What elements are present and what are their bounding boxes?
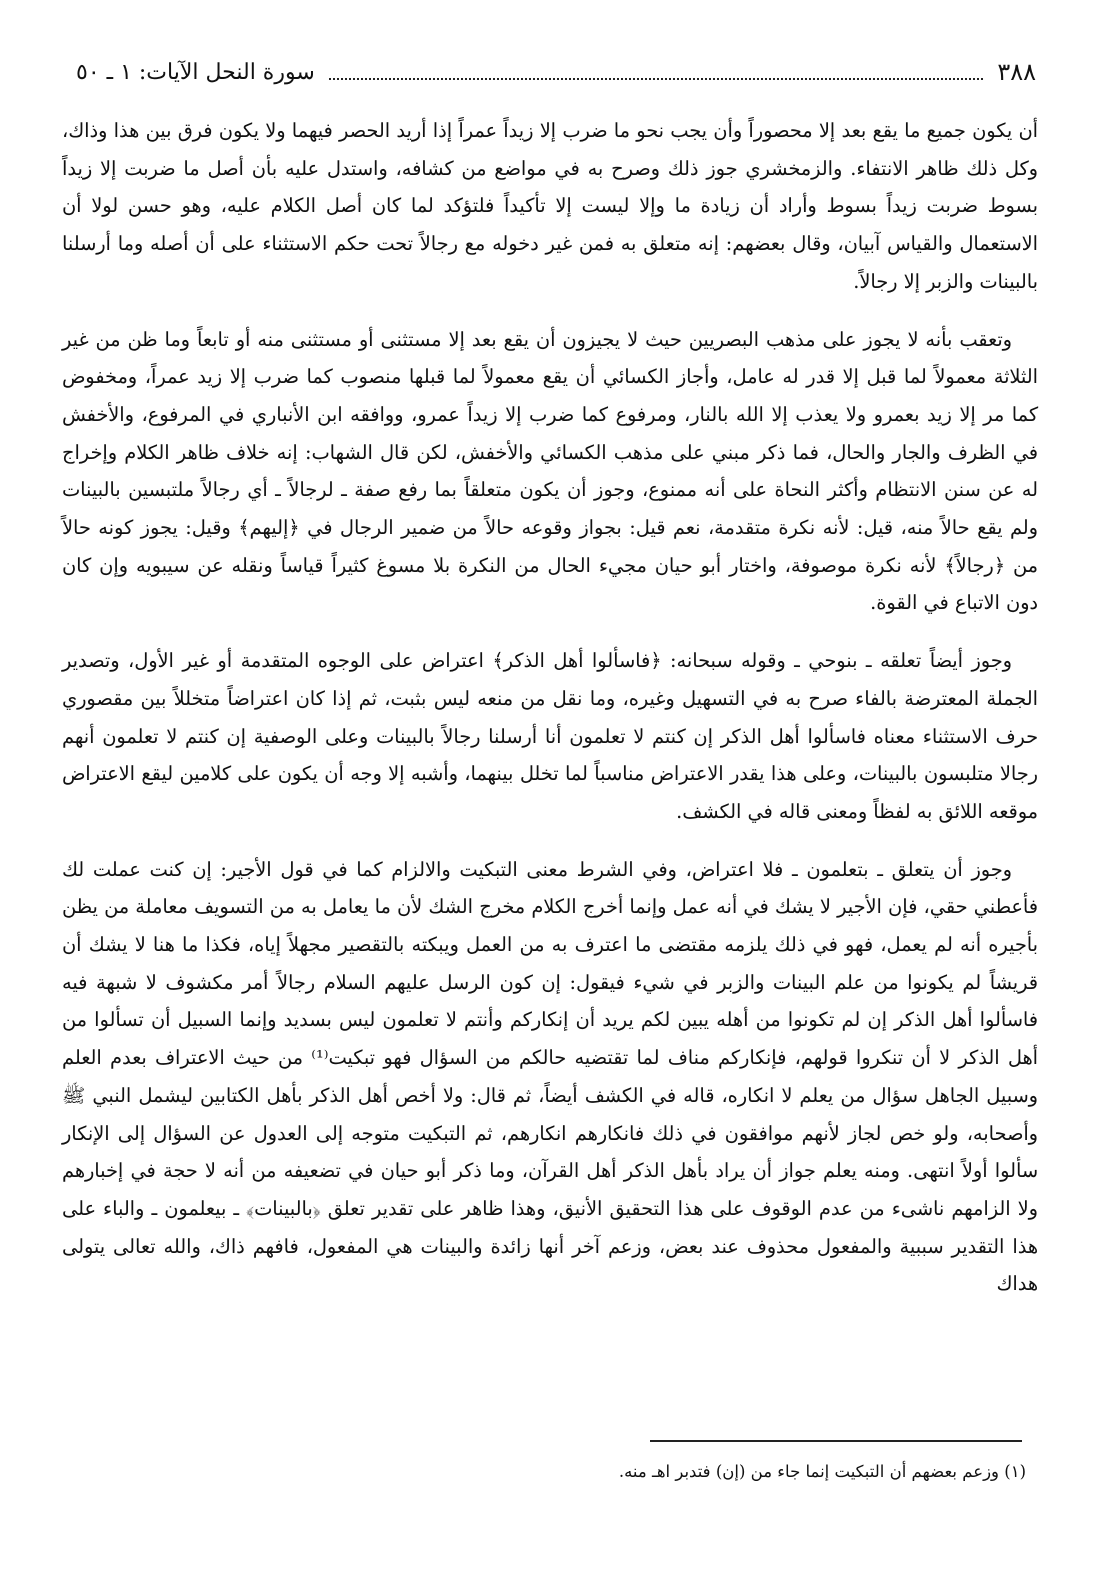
paragraph: وجوز أن يتعلق ـ بتعلمون ـ فلا اعتراض، وفي الشرط معنى التبكيت والالزام كما في قول الأجير: إن كنت عملت لك فأعطني حقي، فإن الأجير لا يشك في أنه عمل وإنما أخرج الكلام مخرج الشك لأن ما يعامل به من التسويف معاملة من يظن بأجيره أنه لم يعمل، فهو في ذلك يلزمه مقتضى ما اعترف به من العمل ويبكته بالتقصير مجهلاً إياه، فكذا ما هنا لا يشك أن قريشاً لم يكونوا من علم البينات والزبر في شيء فيقول: إن كون الرسل عليهم السلام رجالاً أمر مكشوف لا شبهة فيه فاسألوا أهل الذكر إن لم تكونوا من أهله يبين لكم يريد أن إنكاركم وأنتم لا تعلمون ليس بسديد وإنما السبيل أن تسألوا من أهل الذكر لا أن تنكروا قولهم، فإنكاركم مناف لما تقتضيه حالكم من السؤال فهو تبكيت⁽¹⁾ من حيث الاعتراف بعدم العلم وسبيل الجاهل سؤال من يعلم لا انكاره، قاله في الكشف أيضاً، ثم قال: ولا أخص أهل الذكر بأهل الكتابين ليشمل النبي ﷺ وأصحابه، ولو خص لجاز لأنهم موافقون في ذلك فانكارهم انكارهم، ثم التبكيت متوجه إلى العدول عن السؤال إلى الإنكار سألوا أولاً انتهى. ومنه يعلم جواز أن يراد بأهل الذكر أهل القرآن، وما ذكر أبو حيان في تضعيفه من أنه لا حجة في إخبارهم ولا الزامهم ناشىء من عدم الوقوف على هذا التحقيق الأنيق، وهذا ظاهر على تقدير تعلق ﴿بالبينات﴾ ـ بيعلمون ـ والباء على هذا التقدير سببية والمفعول محذوف عند بعض، وزعم آخر أنها زائدة والبينات هي المفعول، فافهم ذاك، والله تعالى يتولى هداك <box>62 857 1038 1296</box>
paragraph: أن يكون جميع ما يقع بعد إلا محصوراً وأن يجب نحو ما ضرب إلا زيداً عمراً إذا أريد الحصر فيهما ولا يكون فرق بين هذا وذاك، وكل ذلك ظاهر الانتفاء. والزمخشري جوز ذلك وصرح به في مواضع من كشافه، واستدل عليه بأن أصل ما ضربت إلا زيداً بسوط ضربت زيداً بسوط وأراد أن زيادة ما وإلا ليست إلا تأكيداً فلتؤكد لما كان أصل الكلام عليه، وهو حسن لولا أن الاستعمال والقياس آبيان، وقال بعضهم: إنه متعلق به فمن غير دخوله مع رجالاً تحت حكم الاستثناء على أن أصله وما أرسلنا بالبينات والزبر إلا رجالاً. <box>62 119 1038 293</box>
footnote-separator <box>650 1440 1022 1442</box>
page-number: ٣٨٨ <box>997 58 1036 86</box>
running-header <box>76 52 1036 92</box>
main-text <box>62 112 1038 1303</box>
footnote: (١) وزعم بعضهم أن التبكيت إنما جاء من (إن) فتدبر اهـ منه. <box>618 1462 1026 1481</box>
paragraph: وجوز أيضاً تعلقه ـ بنوحي ـ وقوله سبحانه: ﴿فاسألوا أهل الذكر﴾ اعتراض على الوجوه المتقدمة أو غير الأول، وتصدير الجملة المعترضة بالفاء صرح به في التسهيل وغيره، وما نقل من منعه ليس بثبت، ثم إذا كان اعتراضاً متخللاً بين مقصوري حرف الاستثناء معناه فاسألوا أهل الذكر إن كنتم لا تعلمون أنا أرسلنا رجالاً بالبينات وعلى الوصفية إن كنتم لا تعلمون أنهم رجالا متلبسون بالبينات، وعلى هذا يقدر الاعتراض مناسباً لما تخلل بينهما، وأشبه إلا وجه أن يكون على كلامين ليقع الاعتراض موقعه اللائق به لفظاً ومعنى قاله في الكشف. <box>62 649 1038 823</box>
paragraph: وتعقب بأنه لا يجوز على مذهب البصريين حيث لا يجيزون أن يقع بعد إلا مستثنى أو مستثنى منه أو تابعاً وما ظن من غير الثلاثة معمولاً لما قبل إلا قدر له عامل، وأجاز الكسائي أن يقع معمولاً لما قبلها منصوب كما ضرب إلا زيد عمراً، ومخفوض كما مر إلا زيد بعمرو ولا يعذب إلا الله بالنار، ومرفوع كما ضرب إلا زيداً عمرو، ووافقه ابن الأنباري في المرفوع، والأخفش في الظرف والجار والحال، فما ذكر مبني على مذهب الكسائي والأخفش، لكن قال الشهاب: إنه خلاف ظاهر الكلام وإخراج له عن سنن الانتظام وأكثر النحاة على أنه ممنوع، وجوز أن يكون متعلقاً بما رفع صفة ـ لرجالاً ـ أي رجالاً ملتبسين بالبينات ولم يقع حالاً منه، قيل: لأنه نكرة متقدمة، نعم قيل: بجواز وقوعه حالاً من ضمير الرجال في ﴿إليهم﴾ وقيل: يجوز كونه حالاً من ﴿رجالاً﴾ لأنه نكرة موصوفة، واختار أبو حيان مجيء الحال من النكرة بلا مسوغ كثيراً قياساً ونقله عن سيبويه وإن كان دون الاتباع في القوة. <box>62 327 1038 615</box>
header-leader-dots <box>329 64 984 80</box>
section-title: سورة النحل الآيات: ١ ـ ٥٠ <box>76 59 315 85</box>
